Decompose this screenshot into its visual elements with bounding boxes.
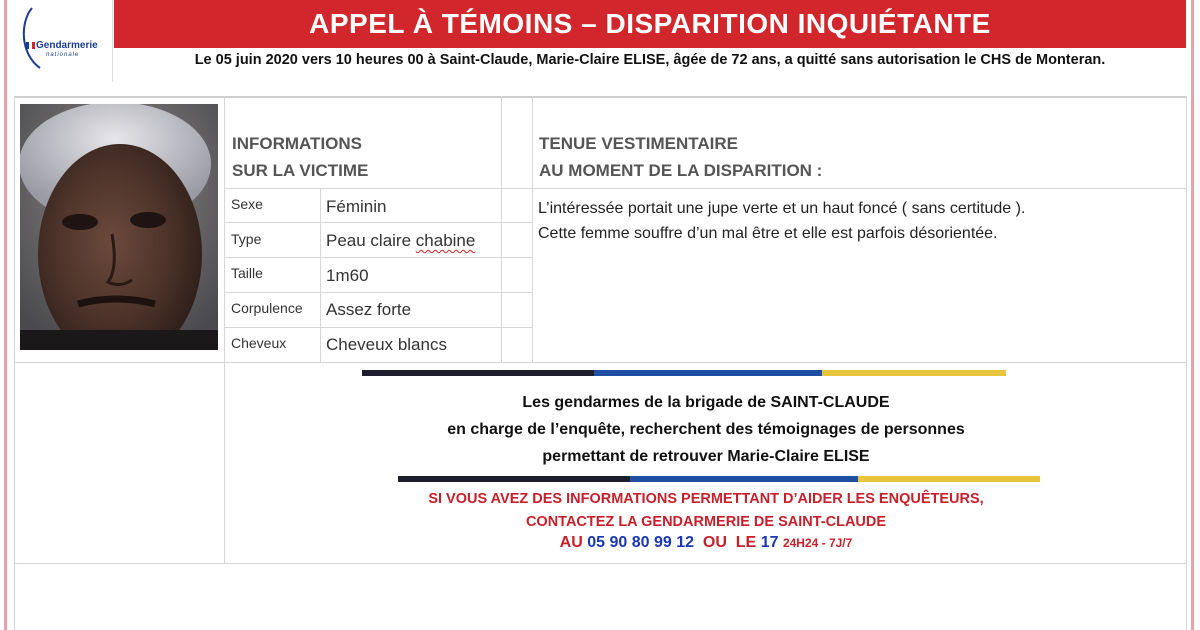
- clothing-description: [538, 196, 1178, 246]
- clothing-heading-line-1: TENUE VESTIMENTAIRE: [539, 134, 738, 153]
- victim-heading-line-2: SUR LA VICTIME: [232, 161, 369, 180]
- cheveux-label: Cheveux: [231, 335, 287, 351]
- victim-heading-line-1: INFORMATIONS: [232, 134, 363, 153]
- corpulence-label: Corpulence: [231, 300, 303, 316]
- stripe-black: [398, 476, 630, 482]
- type-value-part: Peau claire: [326, 231, 416, 250]
- frame-left-border: [4, 0, 7, 630]
- appeal-line-2: en charge de l’enquête, recherchent des témoignages de personnes: [447, 421, 965, 438]
- appeal-text: [226, 389, 1186, 470]
- title-banner: [114, 0, 1186, 48]
- clothing-line-2: Cette femme souffre d’un mal être et elle est parfois désorientée.: [538, 225, 998, 242]
- clothing-heading: [539, 130, 822, 184]
- tricolor-stripe-bottom: [398, 476, 1040, 482]
- frame-right-border: [1191, 0, 1194, 630]
- table-row-line: [224, 222, 532, 223]
- table-row-line: [14, 563, 1186, 564]
- logo-name: Gendarmerie: [36, 40, 98, 51]
- victim-heading: [232, 130, 368, 184]
- stripe-yellow: [822, 370, 1006, 376]
- stripe-blue: [630, 476, 858, 482]
- table-row-line: [14, 362, 1186, 363]
- table-border-left: [14, 96, 15, 630]
- table-divider-photo: [224, 96, 225, 564]
- tricolor-stripe-top: [362, 370, 1006, 376]
- taille-value: 1m60: [326, 266, 369, 285]
- clothing-line-1: L’intéressée portait une jupe verte et un haut foncé ( sans certitude ).: [538, 200, 1026, 217]
- appeal-line-3: permettant de retrouver Marie-Claire ELISE: [542, 448, 870, 465]
- cheveux-value: Cheveux blancs: [326, 335, 447, 354]
- gendarmerie-logo: [10, 0, 113, 82]
- sexe-value: Féminin: [326, 197, 387, 216]
- logo-subtitle: nationale: [46, 52, 80, 58]
- contact-phone-line: [226, 534, 1186, 552]
- type-value: [326, 231, 475, 251]
- portrait-image: [20, 104, 218, 350]
- contact-au: AU: [559, 534, 583, 551]
- contact-short-number: 17: [760, 534, 779, 551]
- contact-hours: 24H24 - 7J/7: [782, 536, 853, 550]
- contact-le: LE: [735, 534, 757, 551]
- intro-text: Le 05 juin 2020 vers 10 heures 00 à Saint-Claude, Marie-Claire ELISE, âgée de 72 ans, a quitté sans autorisation le CHS de Monteran.: [194, 52, 1106, 68]
- sexe-label: Sexe: [231, 196, 263, 212]
- table-border-right: [1186, 96, 1187, 630]
- table-row-line: [224, 257, 532, 258]
- victim-photo: [20, 104, 218, 350]
- stripe-blue: [594, 370, 822, 376]
- type-label: Type: [231, 231, 262, 247]
- table-divider-labels: [320, 188, 321, 362]
- contact-ou: OU: [702, 534, 727, 551]
- page-title: APPEL À TÉMOINS – DISPARITION INQUIÉTANTE: [309, 8, 991, 39]
- logo-arc-icon: [18, 2, 98, 76]
- stripe-black: [362, 370, 594, 376]
- taille-label: Taille: [231, 265, 263, 281]
- table-row-line: [224, 188, 1186, 189]
- table-row-line: [224, 292, 532, 293]
- type-value-spellcheck: chabine: [415, 231, 476, 250]
- stripe-yellow: [858, 476, 1040, 482]
- corpulence-value: Assez forte: [326, 300, 412, 319]
- table-divider-clothing: [532, 96, 533, 362]
- flag-icon: [26, 42, 35, 49]
- appeal-line-1: Les gendarmes de la brigade de SAINT-CLAUDE: [522, 394, 890, 411]
- contact-phone: 05 90 80 99 12: [587, 534, 694, 551]
- table-row-line: [224, 327, 532, 328]
- contact-line-2: CONTACTEZ LA GENDARMERIE DE SAINT-CLAUDE: [525, 514, 887, 530]
- table-divider-values: [501, 96, 502, 362]
- contact-line-1: SI VOUS AVEZ DES INFORMATIONS PERMETTANT D’AIDER LES ENQUÊTEURS,: [428, 491, 984, 507]
- clothing-heading-line-2: AU MOMENT DE LA DISPARITION :: [539, 161, 823, 180]
